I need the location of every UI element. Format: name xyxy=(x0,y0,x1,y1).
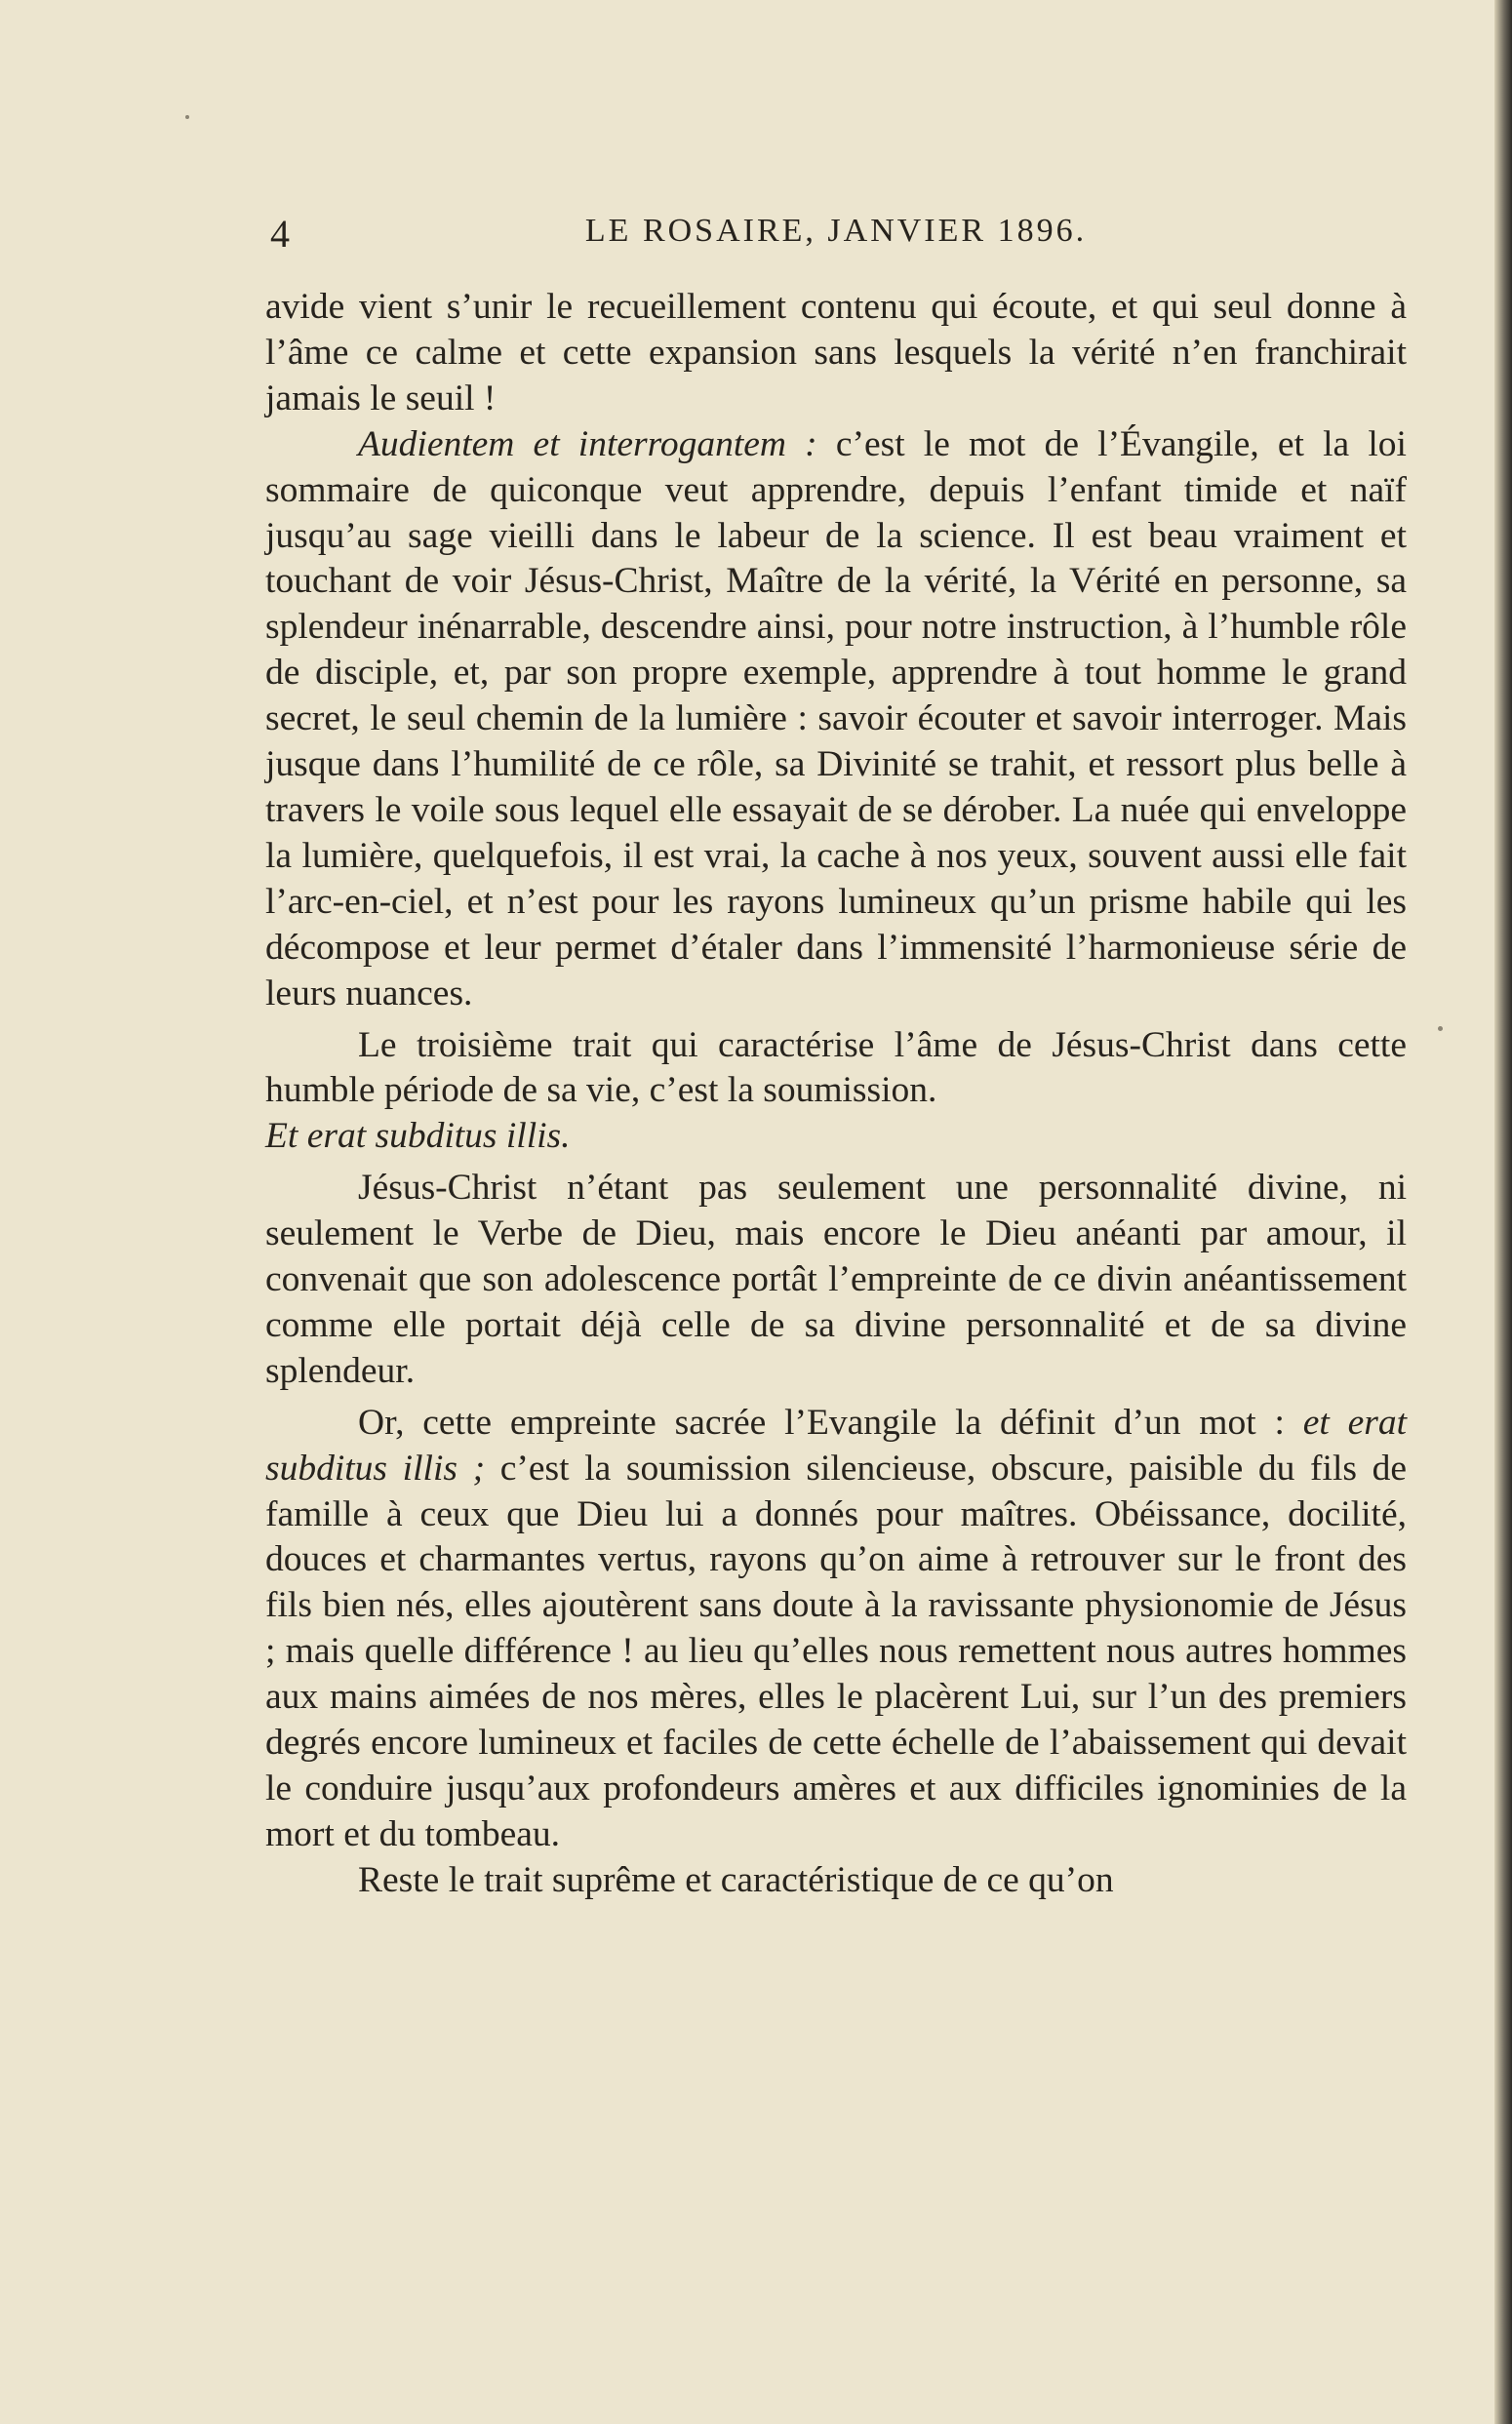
body-text xyxy=(265,285,1407,1904)
paragraph-jesus-christ: Jésus-Christ n’étant pas seulement une personnalité divine, ni seulement le Verbe de Dieu, mais encore le Dieu anéanti par amour, il convenait que son adolescence portât l’empreinte de ce divin anéantissement comme elle portait déjà celle de sa divine personnalité et de sa divine splendeur. xyxy=(265,1168,1407,1391)
latin-quotation: et erat subditus illis ; xyxy=(265,1402,1407,1489)
paragraph-empreinte xyxy=(265,1401,1407,1858)
latin-quotation: Et erat subditus illis. xyxy=(265,1116,571,1157)
paragraph-continuation: avide vient s’unir le recueillement contenu qui écoute, et qui seul donne à l’âme ce calme et cette expansion sans lesquels la vérité n’en franchirait jamais le seuil ! xyxy=(265,287,1407,418)
book-page xyxy=(265,205,1407,1904)
paragraph-text: Le troisième trait qui caractérise l’âme de Jésus-Christ dans cette humble période de sa vie, c’est la soumission. xyxy=(265,1024,1407,1111)
paragraph-audientem xyxy=(265,422,1407,1017)
paragraph-reste: Reste le trait suprême et caractéristique de ce qu’on xyxy=(358,1859,1114,1900)
latin-quotation: Audientem et interrogantem : xyxy=(358,423,817,464)
scan-page-edge xyxy=(1494,0,1512,2424)
paragraph-soumission xyxy=(265,1023,1407,1161)
paragraph-text: Or, cette empreinte sacrée l’Evangile la définit d’un mot : xyxy=(358,1402,1303,1443)
running-title: LE ROSAIRE, JANVIER 1896. xyxy=(584,213,1088,249)
paragraph-text: c’est le mot de l’Évangile, et la loi sommaire de quiconque veut apprendre, depuis l’enfant timide et naïf jusqu’au sage vieilli dans le labeur de la science. Il est beau vraiment et touchant de voir Jésus-Christ, Maître de la vérité, la Vérité en personne, sa splendeur inénarrable, descendre ainsi, pour notre instruction, à l’humble rôle de disciple, et, par son propre exemple, apprendre à tout homme le grand secret, le seul chemin de la lumière : savoir écouter et savoir interroger. Mais jusque dans l’humilité de ce rôle, sa Divinité se trahit, et ressort plus belle à travers le voile sous lequel elle essayait de se dérober. La nuée qui enveloppe la lumière, quelquefois, il est vrai, la cache à nos yeux, souvent aussi elle fait l’arc-en-ciel, et n’est pour les rayons lumineux qu’un prisme habile qui les décompose et leur permet d’étaler dans l’immensité l’harmonieuse série de leurs nuances. xyxy=(265,423,1407,1013)
paragraph-text: c’est la soumission silencieuse, obscure, paisible du fils de famille à ceux que Dieu lui a donnés pour maîtres. Obéissance, docilité, douces et charmantes vertus, rayons qu’on aime à retrouver sur le front des fils bien nés, elles ajoutèrent sans doute à la ravissante physionomie de Jésus ; mais quelle différence ! au lieu qu’elles nous remettent nous autres hommes aux mains aimées de nos mères, elles le placèrent Lui, sur l’un des premiers degrés encore lumineux et faciles de cette échelle de l’abaissement qui devait le conduire jusqu’aux profondeurs amères et aux difficiles ignominies de la mort et du tombeau. xyxy=(265,1448,1408,1854)
running-head xyxy=(265,205,1407,263)
paper-speck xyxy=(1438,1026,1443,1031)
page-number: 4 xyxy=(270,212,290,256)
paper-speck xyxy=(185,115,189,119)
